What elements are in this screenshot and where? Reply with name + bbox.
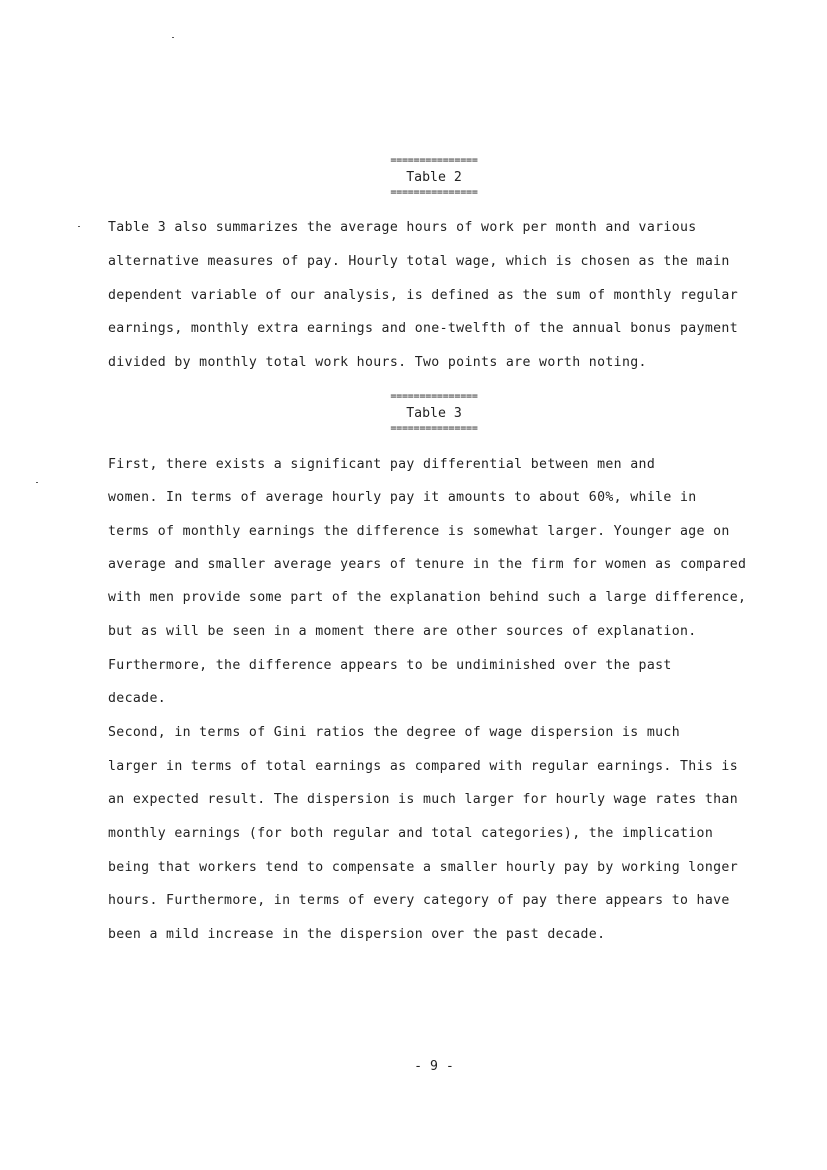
paragraph3-line-3: an expected result. The dispersion is much larger for hourly wage rates than xyxy=(108,792,739,807)
paragraph2-line-6: but as will be seen in a moment there are other sources of explanation. xyxy=(108,624,697,639)
paragraph1-line-3: dependent variable of our analysis, is defined as the sum of monthly regular xyxy=(108,288,739,303)
scan-speck xyxy=(36,482,38,483)
paragraph3-line-1: Second, in terms of Gini ratios the degree of wage dispersion is much xyxy=(108,725,680,740)
table2-rule-top: =============== xyxy=(390,155,478,166)
paragraph1-line-5: divided by monthly total work hours. Two points are worth noting. xyxy=(108,355,647,370)
paragraph1-line-4: earnings, monthly extra earnings and one-twelfth of the annual bonus payment xyxy=(108,321,739,336)
scan-speck xyxy=(78,226,80,227)
paragraph1-line-1: Table 3 also summarizes the average hours of work per month and various xyxy=(108,220,697,235)
page-number: - 9 - xyxy=(414,1059,454,1074)
paragraph3-line-6: hours. Furthermore, in terms of every category of pay there appears to have xyxy=(108,893,730,908)
paragraph2-line-1: First, there exists a significant pay differential between men and xyxy=(108,457,656,472)
table2-rule-bottom: =============== xyxy=(390,187,478,198)
paragraph3-line-2: larger in terms of total earnings as compared with regular earnings. This is xyxy=(108,759,739,774)
paragraph2-line-7: Furthermore, the difference appears to be undiminished over the past xyxy=(108,658,672,673)
paragraph2-line-2: women. In terms of average hourly pay it amounts to about 60%, while in xyxy=(108,490,697,505)
paragraph1-line-2: alternative measures of pay. Hourly total wage, which is chosen as the main xyxy=(108,254,730,269)
table3-rule-top: =============== xyxy=(390,391,478,402)
paragraph2-line-4: average and smaller average years of tenure in the firm for women as compared xyxy=(108,557,747,572)
paragraph2-line-8: decade. xyxy=(108,691,167,706)
paragraph3-line-7: been a mild increase in the dispersion over the past decade. xyxy=(108,927,606,942)
paragraph2-line-3: terms of monthly earnings the difference is somewhat larger. Younger age on xyxy=(108,524,730,539)
paragraph3-line-5: being that workers tend to compensate a smaller hourly pay by working longer xyxy=(108,860,739,875)
paragraph3-line-4: monthly earnings (for both regular and total categories), the implication xyxy=(108,826,714,841)
table3-label: Table 3 xyxy=(406,406,462,421)
paragraph2-line-5: with men provide some part of the explanation behind such a large difference, xyxy=(108,590,747,605)
table2-label: Table 2 xyxy=(406,170,462,185)
table3-rule-bottom: =============== xyxy=(390,423,478,434)
scan-speck xyxy=(172,37,174,38)
